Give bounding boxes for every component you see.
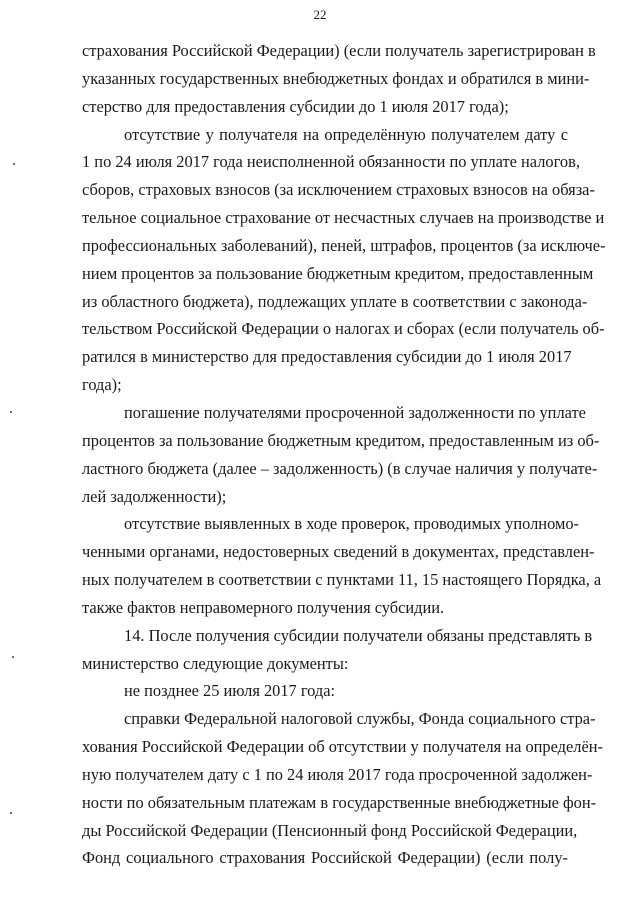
text-line: погашение получателями просроченной задолженности по уплате xyxy=(124,402,586,422)
text-line: тельное социальное страхование от несчастных случаев на производстве и xyxy=(82,208,605,228)
text-line: сборов, страховых взносов (за исключением страховых взносов на обяза- xyxy=(82,180,595,200)
text-line: Фонд социального страхования Российской Федерации) (если полу- xyxy=(82,848,568,868)
scan-speck xyxy=(12,656,14,658)
text-line: профессиональных заболеваний), пеней, штрафов, процентов (за исключе- xyxy=(82,235,606,255)
text-line: из областного бюджета), подлежащих уплате в соответствии с законода- xyxy=(82,291,588,311)
text-line: процентов за пользование бюджетным кредитом, предоставленным из об- xyxy=(82,430,600,450)
text-line: тельством Российской Федерации о налогах и сборах (если получатель об- xyxy=(82,319,605,339)
text-line: указанных государственных внебюджетных фондах и обратился в мини- xyxy=(82,68,590,88)
scan-speck xyxy=(10,812,12,814)
text-line: отсутствие у получателя на определённую получателем дату с xyxy=(124,124,568,144)
text-line: хования Российской Федерации об отсутствии у получателя на определён- xyxy=(82,737,603,757)
text-line: ченными органами, недостоверных сведений в документах, представлен- xyxy=(82,542,595,562)
text-line: лей задолженности); xyxy=(82,486,227,506)
text-line: ратился в министерство для предоставления субсидии до 1 июля 2017 xyxy=(82,347,572,367)
page-number: 22 xyxy=(313,7,327,22)
text-line: не позднее 25 июля 2017 года: xyxy=(124,681,336,701)
text-line: страхования Российской Федерации) (если получатель зарегистрирован в xyxy=(82,41,596,60)
text-line: справки Федеральной налоговой службы, Фонда социального стра- xyxy=(124,709,596,729)
text-line: нием процентов за пользование бюджетным кредитом, предоставленным xyxy=(82,263,594,283)
text-line: года); xyxy=(82,375,122,395)
text-line: ную получателем дату с 1 по 24 июля 2017 года просроченной задолжен- xyxy=(82,764,593,784)
text-line: стерство для предоставления субсидии до 1 июля 2017 года); xyxy=(82,96,509,116)
text-line: 1 по 24 июля 2017 года неисполненной обязанности по уплате налогов, xyxy=(82,152,580,172)
document-body xyxy=(82,37,606,872)
text-line: также фактов неправомерного получения субсидии. xyxy=(82,597,445,617)
text-line: ды Российской Федерации (Пенсионный фонд Российской Федерации, xyxy=(82,820,578,840)
text-line: отсутствие выявленных в ходе проверок, проводимых уполномо- xyxy=(124,514,579,534)
text-line: ности по обязательным платежам в государственные внебюджетные фон- xyxy=(82,792,597,812)
text-line: ластного бюджета (далее – задолженность) (в случае наличия у получате- xyxy=(82,458,598,478)
text-line: ных получателем в соответствии с пунктами 11, 15 настоящего Порядка, а xyxy=(82,570,602,590)
text-line: 14. После получения субсидии получатели обязаны представлять в xyxy=(124,625,593,645)
scan-speck xyxy=(13,163,15,165)
text-line: министерство следующие документы: xyxy=(82,653,349,673)
scan-speck xyxy=(10,411,12,413)
